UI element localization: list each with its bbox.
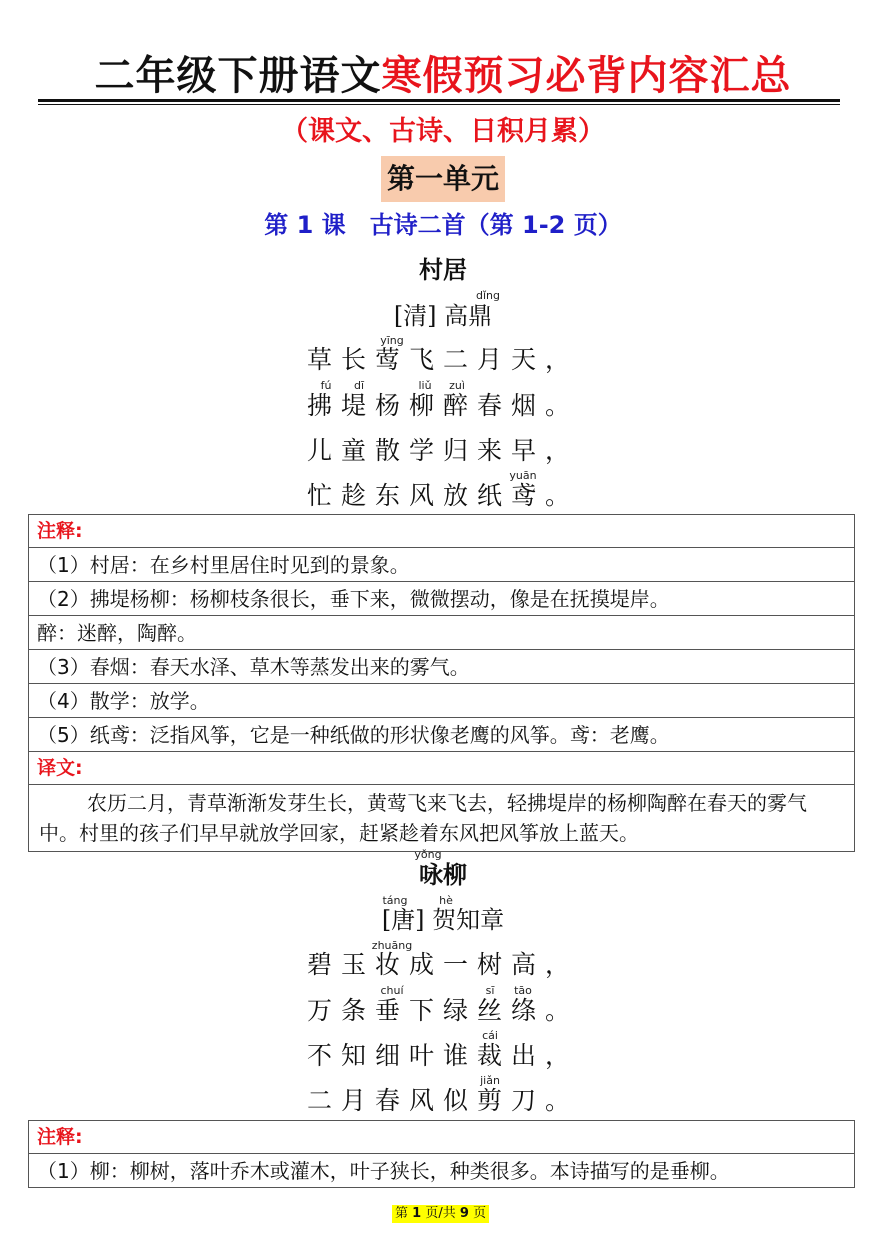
footer-middle: 页/共: [425, 1206, 456, 1221]
note-item: （1）柳：柳树，落叶乔木或灌木，叶子狭长，种类很多。本诗描写的是垂柳。: [29, 1154, 855, 1188]
pinyin: chuí: [380, 984, 404, 997]
translation-heading: 译文:: [29, 752, 855, 785]
pinyin: yuān: [509, 469, 537, 482]
pinyin: tāo: [514, 984, 532, 997]
note-item: （2）拂堤杨柳：杨柳枝条很长，垂下来，微微摆动，像是在抚摸堤岸。: [29, 582, 855, 616]
page-number-footer: [392, 1205, 489, 1223]
title-black-part: 二年级下册语文: [94, 53, 382, 99]
footer-prefix: 第: [395, 1206, 409, 1221]
pinyin: fú: [320, 379, 332, 392]
pinyin: liǔ: [418, 379, 432, 392]
notes-heading: 注释:: [29, 1121, 855, 1154]
poem2-notes-table: [28, 1120, 855, 1188]
note-item: （5）纸鸢：泛指风筝，它是一种纸做的形状像老鹰的风筝。鸢：老鹰。: [29, 718, 855, 752]
footer-suffix: 页: [473, 1206, 487, 1221]
pinyin: sī: [485, 984, 495, 997]
footer-current-page: 1: [412, 1206, 422, 1221]
pinyin: yīng: [380, 334, 404, 347]
poem1-line: 拂堤杨柳醉春烟。: [306, 391, 579, 420]
poem1-line: 草长莺飞二月天，: [306, 345, 579, 374]
pinyin: dī: [353, 379, 365, 392]
poem2-line: 万条垂下绿丝绦。: [306, 996, 579, 1025]
unit-heading-wrap: [0, 156, 886, 202]
pinyin: cái: [482, 1029, 498, 1042]
title-underline-thick: [38, 99, 840, 102]
poem1-title: 村居: [419, 256, 467, 284]
poem2-line: 二月春风似剪刀。: [306, 1086, 579, 1115]
note-item: （4）散学：放学。: [29, 684, 855, 718]
translation-text: 农历二月，青草渐渐发芽生长，黄莺飞来飞去，轻拂堤岸的杨柳陶醉在春天的雾气中。村里的孩子们早早就放学回家，赶紧趁着东风把风筝放上蓝天。: [29, 785, 855, 852]
poem2-line: 不知细叶谁裁出，: [306, 1041, 579, 1070]
pinyin: yǒng: [414, 848, 442, 861]
poem1-notes-table: [28, 514, 855, 852]
pinyin: zuì: [449, 379, 465, 392]
pinyin: zhuāng: [371, 939, 413, 952]
poem1-author: [清] 高鼎: [393, 302, 493, 330]
title-red-part: 寒假预习必背内容汇总: [381, 53, 792, 99]
lesson-heading: 第 1 课 古诗二首（第 1-2 页）: [264, 211, 622, 239]
footer-total-pages: 9: [459, 1206, 469, 1221]
title-underline-thin: [38, 104, 840, 105]
poem2-line: 碧玉妆成一树高，: [306, 950, 579, 979]
poem1-line: 忙趁东风放纸鸢。: [306, 481, 579, 510]
poem2-title: 咏柳: [419, 861, 467, 889]
pinyin: dǐng: [476, 289, 500, 302]
poem1-line: 儿童散学归来早，: [306, 436, 579, 465]
page-title: [0, 52, 886, 100]
notes-heading: 注释:: [29, 515, 855, 548]
poem2-author: [唐] 贺知章: [381, 906, 505, 934]
unit-heading: 第一单元: [381, 156, 505, 202]
note-item: （1）村居：在乡村里居住时见到的景象。: [29, 548, 855, 582]
pinyin: táng: [382, 894, 408, 907]
pinyin: hè: [439, 894, 453, 907]
note-item: （3）春烟：春天水泽、草木等蒸发出来的雾气。: [29, 650, 855, 684]
note-item: 醉：迷醉，陶醉。: [29, 616, 855, 650]
subtitle: （课文、古诗、日积月累）: [281, 116, 605, 147]
pinyin: jiǎn: [480, 1074, 500, 1087]
